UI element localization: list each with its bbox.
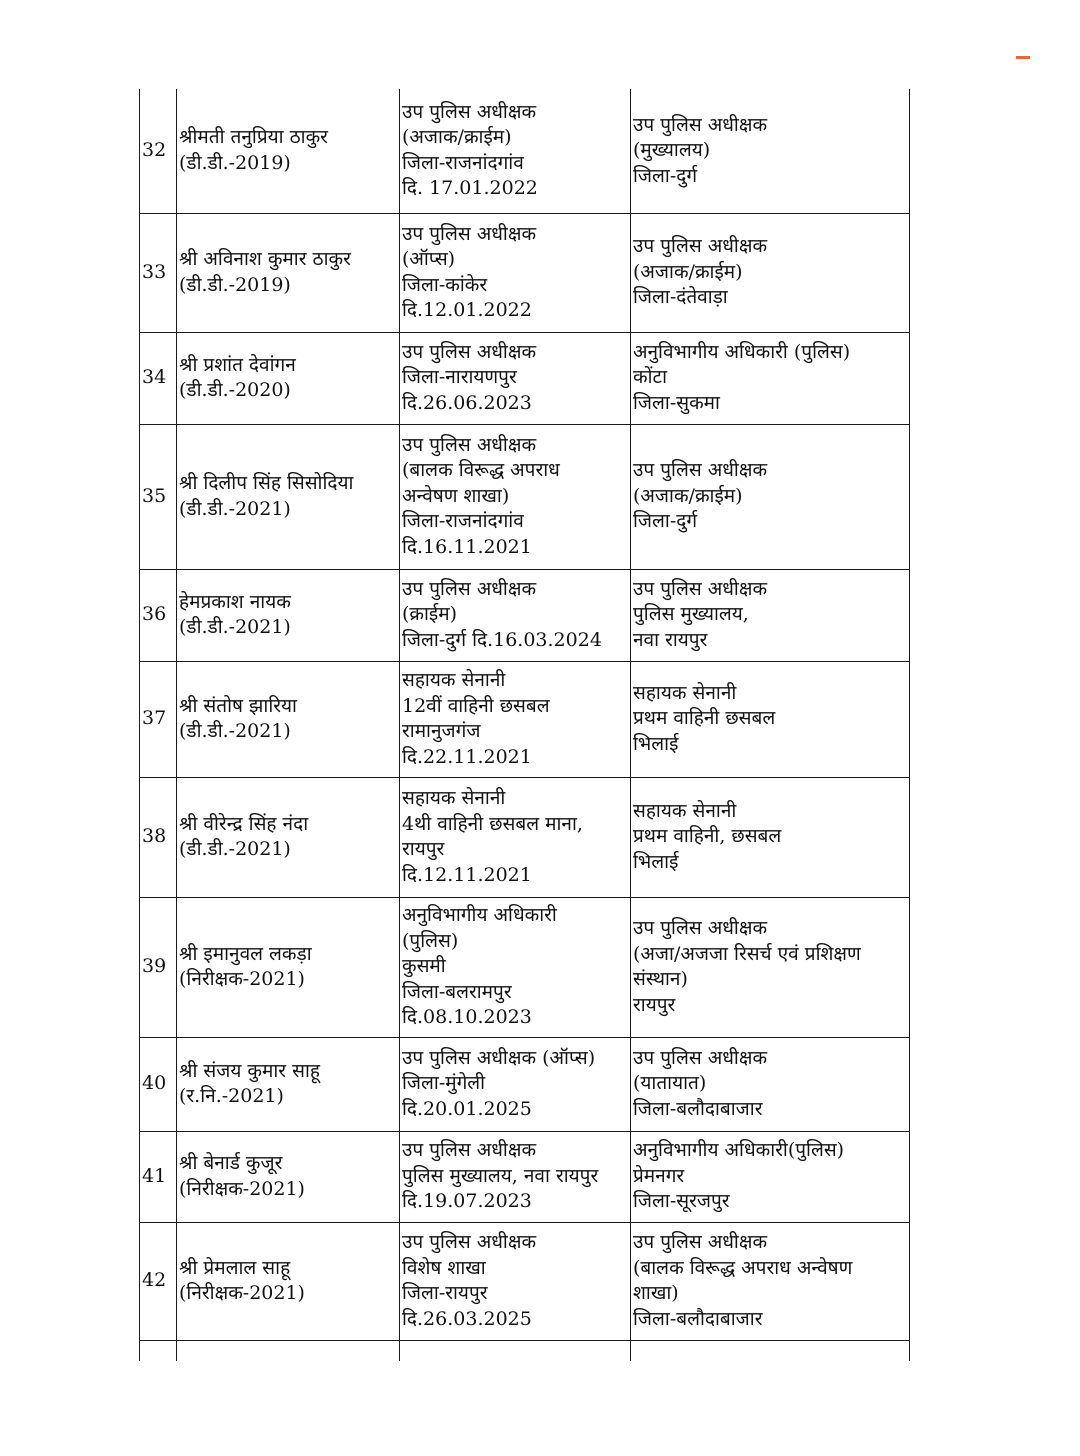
current-posting-line: दि.26.06.2023 [402,391,532,414]
current-posting-line: सहायक सेनानी [402,787,506,809]
officer-name: श्री प्रेमलाल साहू [179,1256,291,1279]
new-posting-line: उप पुलिस अधीक्षक [633,1231,768,1253]
new-posting-line: प्रथम वाहिनी, छसबल [633,825,782,848]
current-posting-cell [400,661,631,777]
serial-number: 40 [142,1072,167,1095]
current-posting-line: दि.12.01.2022 [402,299,532,321]
officer-name-cell [177,213,400,332]
current-posting-line: दि.16.11.2021 [402,535,532,558]
table-row [140,89,910,213]
table-row [140,777,910,897]
officer-name: श्री प्रशांत देवांगन [179,353,296,376]
officer-batch: (डी.डी.-2021) [179,720,291,742]
current-posting-line: उप पुलिस अधीक्षक [402,1231,537,1253]
serial-number: 34 [142,366,167,389]
current-posting-cell [400,777,631,897]
current-posting-line: (बालक विरूद्ध अपराध [402,459,560,482]
current-posting-cell [400,89,631,213]
new-posting-line: सहायक सेनानी [633,681,737,704]
new-posting-line: (अजा/अजजा रिसर्च एवं प्रशिक्षण [633,942,861,965]
new-posting-line: संस्थान) [633,968,688,990]
empty-cell [631,1340,910,1361]
serial-number-cell [140,897,177,1037]
serial-number: 39 [142,955,167,978]
current-posting-line: जिला-बलरामपुर [402,980,512,1003]
current-posting-line: जिला-मुंगेली [402,1072,486,1095]
new-posting-line: उप पुलिस अधीक्षक [633,1046,768,1069]
new-posting-cell [631,569,910,661]
table-row [140,332,910,424]
new-posting-line: प्रेमनगर [633,1164,685,1187]
current-posting-line: जिला-नारायणपुर [402,366,517,389]
officer-batch: (डी.डी.-2019) [179,273,291,296]
officer-name-cell [177,777,400,897]
officer-batch: (डी.डी.-2021) [179,616,291,638]
serial-number-cell [140,777,177,897]
new-posting-line: जिला-बलौदाबाजार [633,1097,763,1120]
new-posting-line: जिला-सुकमा [633,391,720,414]
current-posting-line: (ऑप्स) [402,248,456,270]
current-posting-line: दि.19.07.2023 [402,1190,532,1213]
serial-number: 38 [142,825,167,848]
current-posting-line: (पुलिस) [402,929,459,952]
current-posting-line: उप पुलिस अधीक्षक [402,433,537,456]
current-posting-line: दि.26.03.2025 [402,1307,532,1330]
new-posting-line: (अजाक/क्राईम) [633,260,743,283]
current-posting-line: दि.12.11.2021 [402,863,532,886]
new-posting-line: जिला-सूरजपुर [633,1190,730,1213]
current-posting-cell [400,569,631,661]
serial-number: 33 [142,260,167,283]
new-posting-line: नवा रायपुर [633,628,708,651]
current-posting-cell [400,424,631,569]
serial-number-cell [140,661,177,777]
new-posting-line: कोंटा [633,366,668,389]
current-posting-line: 4थी वाहिनी छसबल माना, [402,812,583,835]
serial-number-cell [140,332,177,424]
new-posting-line: जिला-दुर्ग [633,510,698,533]
current-posting-line: उप पुलिस अधीक्षक [402,340,537,363]
officer-batch: (डी.डी.-2021) [179,497,291,520]
officer-batch: (डी.डी.-2021) [179,838,291,860]
current-posting-line: दि.22.11.2021 [402,745,532,768]
new-posting-line: उप पुलिस अधीक्षक [633,113,768,136]
new-posting-line: (अजाक/क्राईम) [633,484,743,507]
table-row [140,424,910,569]
table-row [140,213,910,332]
new-posting-line: जिला-बलौदाबाजार [633,1307,763,1330]
new-posting-line: उप पुलिस अधीक्षक [633,577,768,600]
new-posting-line: (मुख्यालय) [633,139,711,161]
new-posting-line: (यातायात) [633,1072,707,1095]
new-posting-line: प्रथम वाहिनी छसबल [633,707,776,730]
current-posting-line: जिला-राजनांदगांव [402,510,524,533]
serial-number-cell [140,424,177,569]
new-posting-cell [631,1131,910,1222]
new-posting-cell [631,777,910,897]
officer-name: श्री दिलीप सिंह सिसोदिया [179,472,354,494]
new-posting-cell [631,213,910,332]
new-posting-cell [631,661,910,777]
new-posting-cell [631,1222,910,1340]
officer-name: श्री अविनाश कुमार ठाकुर [179,248,351,270]
transfer-table-body [140,89,910,1361]
serial-number: 32 [142,139,167,161]
officer-name-cell [177,1131,400,1222]
new-posting-line: जिला-दुर्ग [633,164,698,187]
table-row [140,569,910,661]
current-posting-cell [400,332,631,424]
serial-number-cell [140,569,177,661]
officer-batch: (निरीक्षक-2021) [179,1177,305,1200]
new-posting-line: उप पुलिस अधीक्षक [633,235,768,258]
table-row [140,1131,910,1222]
new-posting-line: अनुविभागीय अधिकारी(पुलिस) [633,1139,845,1162]
new-posting-line: भिलाई [633,850,679,873]
officer-batch: (र.नि.-2021) [179,1085,284,1107]
empty-cell [400,1340,631,1361]
new-posting-line: रायपुर [633,993,676,1016]
empty-cell [140,1340,177,1361]
new-posting-cell [631,424,910,569]
table-row [140,897,910,1037]
new-posting-cell [631,89,910,213]
current-posting-line: उप पुलिस अधीक्षक [402,222,537,245]
current-posting-line: अन्वेषण शाखा) [402,484,510,507]
new-posting-line: भिलाई [633,732,679,755]
current-posting-cell [400,213,631,332]
serial-number: 42 [142,1269,167,1292]
officer-name-cell [177,569,400,661]
table-row [140,1222,910,1340]
current-posting-cell [400,1131,631,1222]
current-posting-line: जिला-राजनांदगांव [402,151,524,174]
officer-name-cell [177,661,400,777]
current-posting-line: कुसमी [402,955,446,978]
new-posting-line: (बालक विरूद्ध अपराध अन्वेषण [633,1256,853,1279]
current-posting-line: उप पुलिस अधीक्षक [402,100,537,123]
current-posting-line: दि.20.01.2025 [402,1097,532,1120]
officer-name-cell [177,89,400,213]
empty-cell [177,1340,400,1361]
new-posting-line: उप पुलिस अधीक्षक [633,459,768,482]
page-accent-mark [1016,56,1030,59]
new-posting-line: शाखा) [633,1282,679,1304]
officer-name: हेमप्रकाश नायक [179,590,291,613]
officer-name: श्रीमती तनुप्रिया ठाकुर [179,126,328,149]
officer-name-cell [177,424,400,569]
serial-number-cell [140,1131,177,1222]
table-row [140,661,910,777]
new-posting-cell [631,1037,910,1131]
officer-name-cell [177,1037,400,1131]
current-posting-cell [400,1037,631,1131]
current-posting-line: रामानुजगंज [402,720,481,742]
officer-batch: (निरीक्षक-2021) [179,1282,305,1304]
current-posting-line: अनुविभागीय अधिकारी [402,904,557,927]
serial-number-cell [140,1222,177,1340]
officer-name: श्री संतोष झारिया [179,694,297,717]
current-posting-cell [400,897,631,1037]
current-posting-line: दि. 17.01.2022 [402,177,538,200]
new-posting-line: अनुविभागीय अधिकारी (पुलिस) [633,340,851,363]
officer-name: श्री बेनार्ड कुजूर [179,1152,283,1174]
officer-name: श्री संजय कुमार साहू [179,1059,320,1082]
officer-name: श्री वीरेन्द्र सिंह नंदा [179,812,309,835]
serial-number: 35 [142,484,167,507]
current-posting-line: सहायक सेनानी [402,669,506,691]
new-posting-line: जिला-दंतेवाड़ा [633,286,728,309]
new-posting-cell [631,332,910,424]
table-row-continuation [140,1340,910,1361]
current-posting-line: उप पुलिस अधीक्षक [402,577,537,600]
current-posting-line: (अजाक/क्राईम) [402,126,512,149]
transfer-table [139,89,910,1361]
current-posting-line: (क्राईम) [402,603,458,626]
officer-batch: (डी.डी.-2020) [179,379,291,401]
current-posting-line: जिला-कांकेर [402,273,488,296]
new-posting-cell [631,897,910,1037]
officer-name-cell [177,332,400,424]
officer-batch: (डी.डी.-2019) [179,151,291,174]
officer-name: श्री इमानुवल लकड़ा [179,942,312,965]
new-posting-line: उप पुलिस अधीक्षक [633,917,768,939]
serial-number-cell [140,1037,177,1131]
current-posting-line: जिला-रायपुर [402,1282,488,1304]
current-posting-line: विशेष शाखा [402,1256,486,1279]
current-posting-line: पुलिस मुख्यालय, नवा रायपुर [402,1164,599,1187]
serial-number: 41 [142,1164,167,1187]
serial-number: 36 [142,603,167,626]
new-posting-line: सहायक सेनानी [633,799,737,822]
serial-number: 37 [142,707,167,730]
officer-batch: (निरीक्षक-2021) [179,968,305,990]
current-posting-line: 12वीं वाहिनी छसबल [402,694,550,717]
current-posting-line: उप पुलिस अधीक्षक [402,1139,537,1162]
officer-name-cell [177,1222,400,1340]
serial-number-cell [140,213,177,332]
serial-number-cell [140,89,177,213]
current-posting-line: जिला-दुर्ग दि.16.03.2024 [402,628,602,651]
current-posting-cell [400,1222,631,1340]
current-posting-line: उप पुलिस अधीक्षक (ऑप्स) [402,1046,596,1069]
table-row [140,1037,910,1131]
officer-name-cell [177,897,400,1037]
current-posting-line: दि.08.10.2023 [402,1006,532,1029]
new-posting-line: पुलिस मुख्यालय, [633,603,749,626]
current-posting-line: रायपुर [402,838,445,860]
